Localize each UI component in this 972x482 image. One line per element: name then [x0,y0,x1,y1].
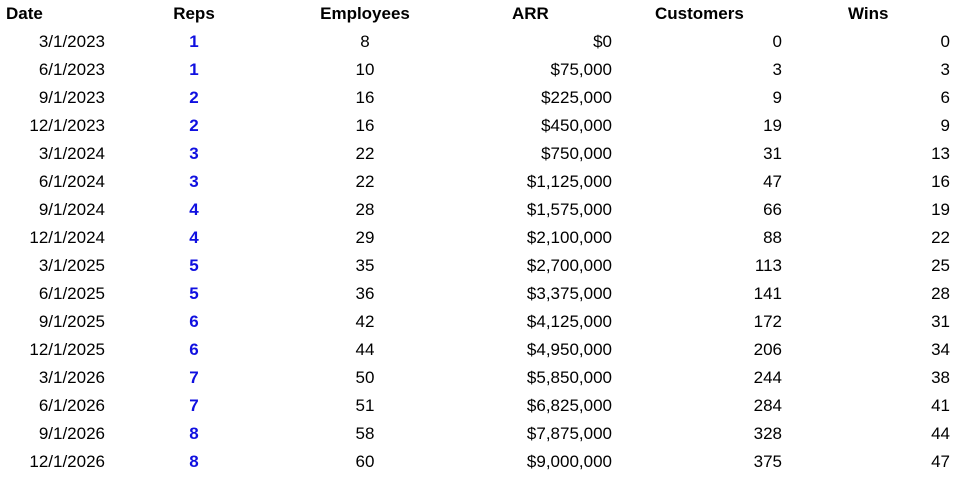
cell-employees[interactable]: 16 [355,116,375,135]
table-row [0,420,972,448]
table-row [0,168,972,196]
reps-value: 8 [189,424,199,443]
cell-employees[interactable]: 10 [355,60,375,79]
cell-date[interactable]: 3/1/2026 [38,368,105,387]
table-row [0,448,972,476]
cell-customers[interactable]: 328 [753,424,782,443]
header-arr[interactable]: ARR [512,4,549,23]
cell-date[interactable]: 12/1/2025 [29,340,105,359]
cell-customers[interactable]: 47 [763,172,782,191]
reps-value: 2 [189,116,199,135]
cell-employees[interactable]: 51 [355,396,375,415]
cell-employees[interactable]: 28 [355,200,375,219]
reps-value: 6 [189,312,199,331]
cell-wins[interactable]: 6 [940,88,950,107]
cell-date[interactable]: 6/1/2025 [38,284,105,303]
table-row [0,140,972,168]
cell-wins[interactable]: 13 [931,144,950,163]
cell-arr[interactable]: $225,000 [541,88,612,107]
header-date[interactable]: Date [6,4,43,23]
cell-arr[interactable]: $3,375,000 [526,284,612,303]
cell-customers[interactable]: 375 [753,452,782,471]
cell-arr[interactable]: $0 [593,32,612,51]
cell-reps[interactable] [128,140,260,168]
reps-value: 5 [189,256,199,275]
cell-arr[interactable]: $750,000 [541,144,612,163]
cell-reps[interactable] [128,308,260,336]
cell-customers[interactable]: 31 [763,144,782,163]
cell-reps[interactable] [128,224,260,252]
cell-wins[interactable]: 0 [940,32,950,51]
cell-employees[interactable]: 22 [355,144,375,163]
cell-customers[interactable]: 284 [753,396,782,415]
table-row [0,252,972,280]
cell-reps[interactable] [128,420,260,448]
cell-arr[interactable]: $5,850,000 [526,368,612,387]
cell-employees[interactable]: 35 [355,256,375,275]
cell-arr[interactable]: $1,575,000 [526,200,612,219]
cell-customers[interactable]: 3 [772,60,782,79]
cell-employees[interactable]: 29 [355,228,375,247]
header-customers[interactable]: Customers [655,4,744,23]
cell-employees[interactable]: 44 [355,340,375,359]
cell-arr[interactable]: $2,700,000 [526,256,612,275]
cell-customers[interactable]: 9 [772,88,782,107]
table-row [0,392,972,420]
cell-reps[interactable] [128,252,260,280]
cell-reps[interactable] [128,28,260,56]
reps-value: 3 [189,144,199,163]
cell-wins[interactable]: 38 [931,368,950,387]
cell-employees[interactable]: 16 [355,88,375,107]
cell-date[interactable]: 12/1/2026 [29,452,105,471]
cell-reps[interactable] [128,168,260,196]
cell-reps[interactable] [128,56,260,84]
reps-value: 6 [189,340,199,359]
cell-customers[interactable]: 113 [754,256,782,275]
reps-value: 7 [189,368,199,387]
reps-value: 4 [189,200,199,219]
cell-employees[interactable]: 22 [355,172,375,191]
cell-wins[interactable]: 19 [931,200,950,219]
reps-value: 3 [189,172,199,191]
cell-employees[interactable]: 36 [355,284,375,303]
cell-reps[interactable] [128,196,260,224]
cell-customers[interactable]: 19 [763,116,782,135]
cell-arr[interactable]: $4,950,000 [526,340,612,359]
reps-value: 1 [189,60,199,79]
table-row [0,56,972,84]
header-wins[interactable]: Wins [848,4,889,23]
reps-value: 5 [189,284,199,303]
cell-wins[interactable]: 28 [931,284,950,303]
header-row [0,0,972,28]
cell-customers[interactable]: 206 [753,340,782,359]
cell-date[interactable]: 3/1/2023 [38,32,105,51]
cell-wins[interactable]: 47 [931,452,950,471]
cell-wins[interactable]: 25 [931,256,950,275]
cell-wins[interactable]: 22 [931,228,950,247]
cell-arr[interactable]: $7,875,000 [526,424,612,443]
cell-wins[interactable]: 41 [931,396,950,415]
cell-wins[interactable]: 44 [931,424,950,443]
cell-date[interactable]: 9/1/2023 [38,88,105,107]
cell-arr[interactable]: $75,000 [550,60,612,79]
header-reps[interactable]: Reps [173,4,215,23]
cell-employees[interactable]: 60 [355,452,375,471]
cell-date[interactable]: 3/1/2025 [38,256,105,275]
cell-wins[interactable]: 34 [931,340,950,359]
reps-value: 4 [189,228,199,247]
cell-reps[interactable] [128,336,260,364]
cell-reps[interactable] [128,364,260,392]
cell-arr[interactable]: $9,000,000 [526,452,612,471]
cell-arr[interactable]: $4,125,000 [526,312,612,331]
reps-value: 8 [189,452,199,471]
cell-customers[interactable]: 88 [763,228,782,247]
table-row [0,280,972,308]
cell-wins[interactable]: 16 [931,172,950,191]
cell-customers[interactable]: 66 [763,200,782,219]
cell-arr[interactable]: $6,825,000 [526,396,612,415]
cell-date[interactable]: 6/1/2023 [38,60,105,79]
table-row [0,112,972,140]
cell-arr[interactable]: $450,000 [541,116,612,135]
table-row [0,224,972,252]
cell-date[interactable]: 12/1/2023 [29,116,105,135]
cell-employees[interactable]: 58 [355,424,375,443]
cell-customers[interactable]: 244 [753,368,782,387]
cell-wins[interactable]: 3 [940,60,950,79]
cell-employees[interactable]: 8 [360,32,370,51]
cell-employees[interactable]: 42 [355,312,375,331]
table-row [0,84,972,112]
cell-reps[interactable] [128,84,260,112]
cell-date[interactable]: 9/1/2024 [38,200,105,219]
table-row [0,308,972,336]
cell-customers[interactable]: 141 [753,284,782,303]
cell-reps[interactable] [128,280,260,308]
cell-date[interactable]: 12/1/2024 [29,228,105,247]
table-row [0,196,972,224]
table-row [0,336,972,364]
table-row [0,28,972,56]
cell-customers[interactable]: 0 [772,32,782,51]
cell-customers[interactable]: 172 [753,312,782,331]
cell-reps[interactable] [128,112,260,140]
reps-value: 2 [189,88,199,107]
cell-date[interactable]: 9/1/2026 [38,424,105,443]
cell-reps[interactable] [128,448,260,476]
cell-date[interactable]: 6/1/2026 [38,396,105,415]
cell-wins[interactable]: 9 [940,116,950,135]
cell-date[interactable]: 9/1/2025 [38,312,105,331]
cell-reps[interactable] [128,392,260,420]
cell-employees[interactable]: 50 [355,368,375,387]
reps-value: 1 [189,32,199,51]
reps-value: 7 [189,396,199,415]
table-row [0,364,972,392]
cell-date[interactable]: 3/1/2024 [38,144,105,163]
cell-arr[interactable]: $1,125,000 [526,172,612,191]
header-employees[interactable]: Employees [320,4,410,23]
cell-wins[interactable]: 31 [931,312,950,331]
cell-date[interactable]: 6/1/2024 [38,172,105,191]
cell-arr[interactable]: $2,100,000 [526,228,612,247]
